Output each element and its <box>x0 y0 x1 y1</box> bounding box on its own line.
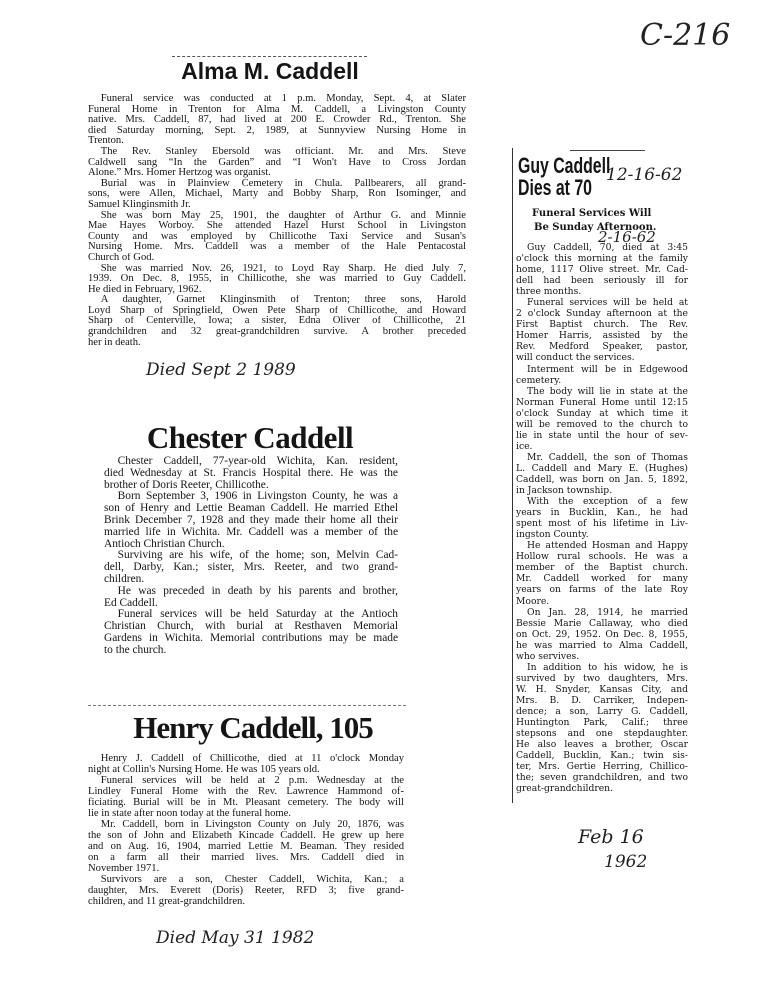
text-line: Antioch Christian Church. <box>104 538 225 550</box>
text-line: Funeral Home in Trenton for Alma M. Caddell, a Livingston County <box>88 104 466 115</box>
guy-subhead-line-2: Be Sunday Afternoon. <box>534 222 657 233</box>
text-line: Mae Hayes Worboy. She attended Hazel Hurst School in Livingston <box>88 221 466 232</box>
text-line: Caddell, was born on Jan. 5, 1892, <box>516 473 688 485</box>
guy-obituary-headline <box>518 155 610 199</box>
paragraph <box>88 775 404 819</box>
text-line: and on Aug. 16, 1904, married Lettie M. Beaman. They resided <box>88 841 404 852</box>
text-line: Alone.” Mrs. Homer Hertzog was organist. <box>88 168 271 179</box>
text-line: Funeral services will be held at <box>527 297 688 309</box>
text-line: ficiating. Burial will be in Mt. Pleasant cemetery. The body will <box>88 797 404 808</box>
text-line: grandchildren and 32 great-grandchildren survive. A brother preceded <box>88 327 466 338</box>
paragraph <box>104 609 398 656</box>
paragraph <box>104 550 398 585</box>
henry-obituary-body <box>88 753 404 907</box>
text-line: Huntington Park, Calif.; three <box>516 717 688 729</box>
handwritten-guy-date-bottom-2: 1962 <box>604 852 648 872</box>
text-line: Christian Church, with burial at Resthaven Memorial <box>104 621 398 633</box>
text-line: will conduct the services. <box>516 352 635 364</box>
alma-title-rule <box>172 56 367 57</box>
text-line: Loyd Sharp of Springfield, Owen Pete Sharp of Chillicothe, and Howard <box>88 305 466 316</box>
paragraph <box>88 819 404 874</box>
text-line: daughter, Mrs. Everett (Doris) Reeter, RFD 3; five grand- <box>88 885 404 896</box>
text-line: The Rev. Stanley Ebersold was officiant. Mr. and Mrs. Steve <box>100 146 466 157</box>
alma-obituary-title: Alma M. Caddell <box>181 58 359 84</box>
text-line: Hollow rural schools. He was a <box>516 551 688 563</box>
text-line: night at Collin's Nursing Home. He was 105 years old. <box>88 764 320 775</box>
handwritten-catalog-number: C-216 <box>640 18 731 53</box>
text-line: the; seven grandchildren, and two <box>516 772 688 784</box>
text-line: He attended Hosman and Happy <box>527 540 688 552</box>
text-line: he was married to Alma Caddell, <box>516 639 688 651</box>
henry-title-rule <box>88 705 406 706</box>
text-line: Mr. Caddell, born in Livingston County on July 20, 1876, was <box>100 819 404 830</box>
text-line: home, 1117 Olive street. Mr. Cad- <box>516 264 688 276</box>
text-line: dell had been seriously ill for <box>516 275 688 287</box>
guy-subhead-line-1: Funeral Services Will <box>532 208 652 219</box>
text-line: He was preceded in death by his parents and brother, <box>117 585 398 597</box>
paragraph <box>88 295 466 348</box>
text-line: Caddell, Bucklin, Kan.; twin sis- <box>516 750 688 762</box>
text-line: County and was employed by Chillicothe Taxi Service and Susan's <box>88 231 466 242</box>
text-line: L. Caddell and Mary E. (Hughes) <box>516 462 688 474</box>
text-line: He also leaves a brother, Oscar <box>516 739 688 751</box>
guy-obituary-body <box>516 242 688 794</box>
text-line: member of the Baptist church. <box>516 562 688 574</box>
text-line: On Jan. 28, 1914, he married <box>527 606 688 618</box>
text-line: Gardens in Wichita. Memorial contributions may be made <box>104 632 398 644</box>
text-line: Homer Harris, assisted by the <box>516 330 688 342</box>
paragraph <box>104 491 398 550</box>
text-line: Survivors are a son, Chester Caddell, Wichita, Kan.; a <box>100 874 404 885</box>
text-line: W. H. Snyder, Kansas City, and <box>516 683 688 695</box>
text-line: With the exception of a few <box>527 496 688 508</box>
paragraph <box>104 456 398 491</box>
paragraph <box>516 386 688 452</box>
text-line: Caldwell sang “In the Garden” and “I Won't Have to Cross Jordan <box>88 157 466 168</box>
paragraph <box>88 94 466 147</box>
text-line: Surviving are his wife, of the home; son, Melvin Cad- <box>117 550 398 562</box>
text-line: Ed Caddell. <box>104 597 158 609</box>
guy-column-border <box>512 148 513 803</box>
text-line: Samuel Klinginsmith Jr. <box>88 199 191 210</box>
text-line: Norman Funeral Home until 12:15 <box>516 396 688 408</box>
text-line: her in death. <box>88 337 141 348</box>
alma-obituary-body <box>88 94 466 348</box>
guy-headline-line-1: Guy Caddell <box>518 153 611 178</box>
paragraph <box>516 662 688 795</box>
paragraph <box>516 540 688 606</box>
paragraph <box>88 264 466 296</box>
text-line: ter, Mrs. Gertie Herring, Chillico- <box>516 761 688 773</box>
text-line: Funeral service was conducted at 1 p.m. Monday, Sept. 4, at Slater <box>100 94 466 104</box>
text-line: ingston County. <box>516 529 589 541</box>
guy-obituary-subhead <box>532 207 656 235</box>
text-line: Chester Caddell, 77-year-old Wichita, Kan. resident, <box>117 456 398 467</box>
text-line: lie in state after noon today at the funeral home. <box>88 808 291 819</box>
handwritten-guy-date-bottom-1: Feb 16 <box>578 826 644 848</box>
text-line: on a farm all their married lives. Mrs. Caddell died in <box>88 852 404 863</box>
text-line: Henry J. Caddell of Chillicothe, died at 11 o'clock Monday <box>100 753 404 764</box>
handwritten-alma-death-date: Died Sept 2 1989 <box>146 360 296 380</box>
text-line: years on farms of the late Roy <box>516 584 688 596</box>
text-line: married life in Wichita. Mr. Caddell was a member of the <box>104 526 398 538</box>
text-line: dence; a son, Larry G. Caddell, <box>516 705 688 717</box>
text-line: 2 o'clock Sunday afternoon at the <box>516 308 688 320</box>
text-line: in Jackson township. <box>516 485 613 497</box>
text-line: on Oct. 29, 1952. On Dec. 8, 1955, <box>516 628 688 640</box>
text-line: lie in state until the hour of sev- <box>516 429 688 441</box>
handwritten-guy-date-inline: 2-16-62 <box>598 228 656 246</box>
text-line: died Saturday morning, Sept. 2, 1989, at Sunnyview Nursing Home in <box>88 125 466 136</box>
text-line: native. Mrs. Caddell, 87, had lived at 200 E. Crowder Rd., Trenton. She <box>88 115 466 126</box>
paragraph <box>88 147 466 179</box>
chester-obituary-title: Chester Caddell <box>146 420 354 455</box>
text-line: children, and 11 great-grandchildren. <box>88 896 245 907</box>
paragraph <box>516 297 688 363</box>
text-line: the son of John and Elizabeth Kincade Caddell. He grew up here <box>88 830 404 841</box>
text-line: Rev. Medford Speaker, pastor, <box>516 341 688 353</box>
text-line: died Wednesday at St. Francis Hospital there. He was the <box>104 467 398 479</box>
paragraph <box>516 364 688 386</box>
text-line: 1939. On Dec. 8, 1955, in Chillicothe, she was married to Guy Caddell. <box>88 274 466 285</box>
guy-headline-line-2: Dies at 70 <box>518 175 592 200</box>
text-line: November 1971. <box>88 863 160 874</box>
handwritten-guy-date-top: 12-16-62 <box>606 165 683 185</box>
text-line: In addition to his widow, he is <box>527 661 688 673</box>
text-line: o'clock Sunday at which time it <box>516 407 688 419</box>
paragraph <box>516 607 688 662</box>
text-line: who servives. <box>516 650 580 662</box>
text-line: will be removed to the church to <box>516 418 688 430</box>
text-line: dell, Darby, Kan.; sister, Mrs. Reeter, and two grand- <box>104 562 398 574</box>
text-line: Mrs. B. D. Carriker, Indepen- <box>516 694 688 706</box>
text-line: Nursing Home. Mrs. Caddell was a member of the Hale Pentacostal <box>88 242 466 253</box>
text-line: She was married Nov. 26, 1921, to Loyd Ray Sharp. He died July 7, <box>100 263 466 274</box>
text-line: Mr. Caddell, the son of Thomas <box>527 451 688 463</box>
text-line: Moore. <box>516 595 550 607</box>
text-line: Funeral services will be held Saturday at the Antioch <box>117 609 398 621</box>
text-line: The body will lie in state at the <box>527 385 688 397</box>
text-line: son of Henry and Lettie Beaman Caddell. He married Ethel <box>104 503 398 515</box>
text-line: cemetery. <box>516 374 562 386</box>
henry-obituary-title: Henry Caddell, 105 <box>133 710 373 745</box>
text-line: three months. <box>516 286 582 298</box>
paragraph <box>88 874 404 907</box>
text-line: Brink December 7, 1928 and they made their home all their <box>104 514 398 526</box>
text-line: He died in February, 1962. <box>88 284 202 295</box>
text-line: Funeral services will be held at 2 p.m. Wednesday at the <box>100 775 404 786</box>
text-line: stepsons and one stepdaughter. <box>516 728 688 740</box>
text-line: Church of God. <box>88 252 155 263</box>
text-line: Lindley Funeral Home with the Rev. Lawrence Hammond of- <box>88 786 404 797</box>
text-line: Sharp of Centerville, Iowa; a sister, Edna Oliver of Chillicothe, 21 <box>88 316 466 327</box>
handwritten-henry-death-date: Died May 31 1982 <box>156 928 315 948</box>
text-line: brother of Doris Reeter, Chillicothe. <box>104 479 269 491</box>
text-line: Bessie Marie Callaway, who died <box>516 617 688 629</box>
text-line: to the church. <box>104 644 167 656</box>
text-line: She was born May 25, 1901, the daughter of Arthur G. and Minnie <box>100 210 466 221</box>
text-line: Mr. Caddell worked for many <box>516 573 688 585</box>
paragraph <box>104 586 398 610</box>
text-line: Trenton. <box>88 136 124 147</box>
guy-title-rule <box>570 150 645 151</box>
text-line: survived by two daughters, Mrs. <box>516 672 688 684</box>
paragraph <box>88 179 466 211</box>
text-line: First Baptist church. The Rev. <box>516 319 688 331</box>
text-line: years in Bucklin, Kan., he had <box>516 507 688 519</box>
text-line: sons, were Allen, Michael, Marty and Bobby Sharp, Ron Isominger, and <box>88 189 466 200</box>
paragraph <box>88 753 404 775</box>
paragraph <box>516 452 688 496</box>
text-line: A daughter, Garnet Klinginsmith of Trenton; three sons, Harold <box>100 295 466 306</box>
text-line: Guy Caddell, 70, died at 3:45 <box>527 242 688 253</box>
paragraph <box>516 496 688 540</box>
text-line: Born September 3, 1906 in Livingston County, he was a <box>117 491 398 503</box>
text-line: Burial was in Plainview Cemetery in Chula. Pallbearers, all grand- <box>100 178 466 189</box>
text-line: children. <box>104 573 145 585</box>
text-line: ice. <box>516 440 533 452</box>
text-line: spent most of his lifetime in Liv- <box>516 518 688 530</box>
paragraph <box>516 242 688 297</box>
text-line: great-grandchildren. <box>516 783 614 795</box>
chester-obituary-body <box>104 456 398 657</box>
paragraph <box>88 211 466 264</box>
text-line: Interment will be in Edgewood <box>527 363 688 375</box>
text-line: o'clock this morning at the family <box>516 253 688 265</box>
